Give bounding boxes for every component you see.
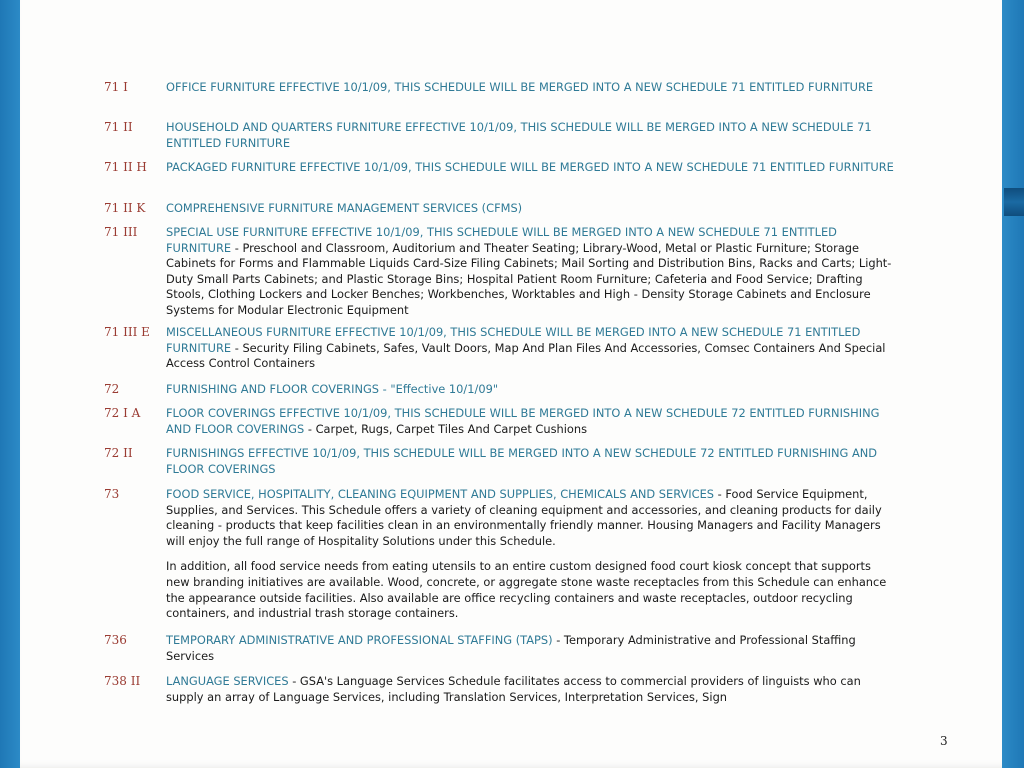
schedule-number: 71 II H bbox=[104, 160, 147, 174]
schedule-text bbox=[166, 674, 896, 705]
page-number: 3 bbox=[940, 734, 948, 748]
schedule-text bbox=[166, 160, 896, 176]
schedule-title: HOUSEHOLD AND QUARTERS FURNITURE EFFECTIVE 10/1/09, THIS SCHEDULE WILL BE MERGED INTO A NEW SCHEDULE 71 ENTITLED FURNITURE bbox=[166, 120, 872, 150]
schedule-text bbox=[166, 633, 896, 664]
schedule-title: FLOOR COVERINGS EFFECTIVE 10/1/09, THIS SCHEDULE WILL BE MERGED INTO A NEW SCHEDULE 72 ENTITLED FURNISHING AND FLOOR COVERINGS bbox=[166, 406, 880, 436]
schedule-number: 72 bbox=[104, 382, 120, 396]
schedule-description: - Security Filing Cabinets, Safes, Vault Doors, Map And Plan Files And Accessories, Comsec Containers And Special Access Control Containers bbox=[166, 340, 886, 371]
schedule-description: - Preschool and Classroom, Auditorium and Theater Seating; Library-Wood, Metal or Plastic Furniture; Storage Cabinets for Forms and Flammable Liquids Card-Size Filing Cabinets; Mail Sorting and Distribution Bins, Racks and Carts; Light-Duty Small Parts Cabinets; and Plastic Storage Bins; Hospital Patient Room Furniture; Cafeteria and Food Service; Drafting Stools, Clothing Lockers and Locker Benches; Workbenches, Worktables and High - Density Storage Cabinets and Enclosure Systems for Modular Electronic Equipment bbox=[166, 240, 892, 317]
document-page bbox=[20, 0, 1002, 768]
schedule-title: PACKAGED FURNITURE EFFECTIVE 10/1/09, THIS SCHEDULE WILL BE MERGED INTO A NEW SCHEDULE 71 ENTITLED FURNITURE bbox=[166, 160, 894, 174]
schedule-description: - Carpet, Rugs, Carpet Tiles And Carpet Cushions bbox=[304, 421, 588, 436]
schedule-title: OFFICE FURNITURE EFFECTIVE 10/1/09, THIS SCHEDULE WILL BE MERGED INTO A NEW SCHEDULE 71 ENTITLED FURNITURE bbox=[166, 80, 874, 94]
schedule-title: TEMPORARY ADMINISTRATIVE AND PROFESSIONAL STAFFING (TAPS) bbox=[166, 633, 553, 647]
schedule-title: FURNISHINGS EFFECTIVE 10/1/09, THIS SCHEDULE WILL BE MERGED INTO A NEW SCHEDULE 72 ENTITLED FURNISHING AND FLOOR COVERINGS bbox=[166, 446, 878, 476]
schedule-text bbox=[166, 80, 896, 96]
schedule-title: SPECIAL USE FURNITURE EFFECTIVE 10/1/09, THIS SCHEDULE WILL BE MERGED INTO A NEW SCHEDULE 71 ENTITLED FURNITURE bbox=[166, 225, 837, 255]
schedule-list bbox=[20, 0, 1002, 768]
schedule-number: 71 III bbox=[104, 225, 138, 239]
schedule-title: MISCELLANEOUS FURNITURE EFFECTIVE 10/1/09, THIS SCHEDULE WILL BE MERGED INTO A NEW SCHEDULE 71 ENTITLED FURNITURE bbox=[166, 325, 861, 355]
schedule-text bbox=[166, 406, 896, 437]
schedule-text bbox=[166, 382, 896, 398]
schedule-number: 738 II bbox=[104, 674, 141, 688]
schedule-text bbox=[166, 325, 896, 372]
schedule-title: FURNISHING AND FLOOR COVERINGS - "Effective 10/1/09" bbox=[166, 382, 499, 396]
schedule-number: 73 bbox=[104, 487, 120, 501]
schedule-text bbox=[166, 201, 896, 217]
schedule-text bbox=[166, 225, 896, 319]
schedule-title: FOOD SERVICE, HOSPITALITY, CLEANING EQUIPMENT AND SUPPLIES, CHEMICALS AND SERVICES bbox=[166, 487, 715, 501]
schedule-title: COMPREHENSIVE FURNITURE MANAGEMENT SERVICES (CFMS) bbox=[166, 201, 523, 215]
schedule-description: - Food Service Equipment, Supplies, and Services. This Schedule offers a variety of cleaning equipment and accessories, and cleaning products for daily cleaning - products that keep facilities clean in an environmentally friendly manner. Housing Managers and Facility Managers will enjoy the full range of Hospitality Solutions under this Schedule. bbox=[166, 487, 882, 548]
schedule-number: 71 III E bbox=[104, 325, 150, 339]
schedule-number: 71 II bbox=[104, 120, 133, 134]
slide-edge-tab bbox=[1004, 188, 1024, 216]
slide-border-right bbox=[1002, 0, 1024, 768]
schedule-description: - GSA's Language Services Schedule facilitates access to commercial providers of linguists who can supply an array of Language Services, including Translation Services, Interpretation Services, Sign bbox=[166, 674, 861, 704]
schedule-description: - Temporary Administrative and Professional Staffing Services bbox=[166, 633, 856, 663]
schedule-number: 71 I bbox=[104, 80, 128, 94]
schedule-number: 736 bbox=[104, 633, 127, 647]
schedule-number: 72 I A bbox=[104, 406, 141, 420]
schedule-number: 72 II bbox=[104, 446, 133, 460]
schedule-number: 71 II K bbox=[104, 201, 146, 215]
schedule-text bbox=[166, 120, 896, 151]
schedule-title: LANGUAGE SERVICES bbox=[166, 674, 289, 688]
schedule-paragraph: In addition, all food service needs from eating utensils to an entire custom designed food court kiosk concept that supports new branding initiatives are available. Wood, concrete, or aggregate stone waste receptacles from this Schedule can enhance the appearance outside facilities. Also available are office recycling containers and waste receptacles, outdoor recycling containers, and industrial trash storage containers. bbox=[166, 559, 887, 621]
schedule-text bbox=[166, 487, 896, 622]
schedule-text bbox=[166, 446, 896, 477]
slide-border-left bbox=[0, 0, 20, 768]
